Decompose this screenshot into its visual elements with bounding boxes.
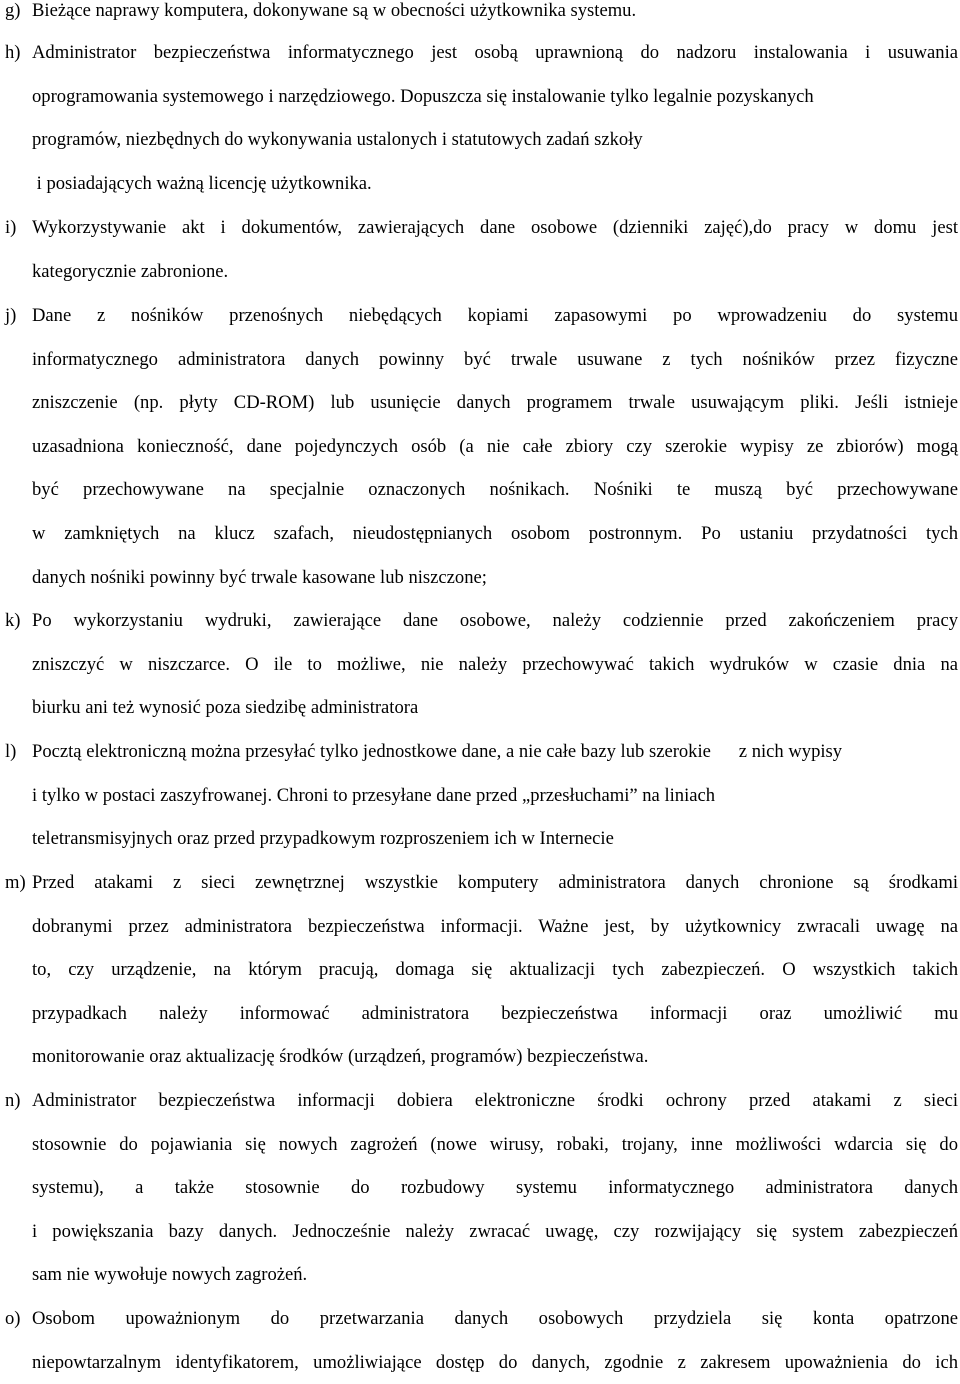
text-line: i tylko w postaci zaszyfrowanej. Chroni to przesyłane dane przed „przesłuchami” na liniach xyxy=(32,784,716,806)
list-marker: m) xyxy=(5,872,26,893)
text-line: Dane z nośników przenośnych niebędących kopiami zapasowymi po wprowadzeniu do systemu xyxy=(32,305,958,326)
text-line: zniszczyć w niszczarce. O ile to możliwe, nie należy przechowywać takich wydruków w czasie dnia na xyxy=(32,653,958,675)
text-line: Osobom upoważnionym do przetwarzania danych osobowych przydziela się konta opatrzone xyxy=(32,1308,958,1329)
list-marker: g) xyxy=(5,0,21,21)
list-marker: l) xyxy=(5,741,17,762)
list-item-h xyxy=(0,31,958,205)
list-item-i xyxy=(0,206,958,293)
list-item-n xyxy=(0,1079,958,1297)
text-line: Pocztą elektroniczną można przesyłać tylko jednostkowe dane, a nie całe bazy lub szerokie z nich wypisy xyxy=(32,741,843,762)
list-item-j xyxy=(0,294,958,599)
list-item-l xyxy=(0,730,958,861)
text-line: programów, niezbędnych do wykonywania ustalonych i statutowych zadań szkoły xyxy=(32,129,643,151)
list-item-k xyxy=(0,599,958,730)
list-item-text xyxy=(32,730,958,861)
list-marker: o) xyxy=(5,1308,21,1329)
list-marker: n) xyxy=(5,1090,21,1111)
text-line: biurku ani też wynosić poza siedzibę administratora xyxy=(32,697,419,719)
list-item-text xyxy=(32,1297,958,1384)
text-line: być przechowywane na specjalnie oznaczonych nośnikach. Nośniki te muszą być przechowywane xyxy=(32,479,958,501)
text-line: danych nośniki powinny być trwale kasowane lub niszczone; xyxy=(32,566,487,588)
text-line: Administrator bezpieczeństwa informacji dobiera elektroniczne środki ochrony przed atakami z sieci xyxy=(32,1090,958,1111)
list-marker: j) xyxy=(5,305,17,326)
list-item-text xyxy=(32,0,958,33)
list-marker: h) xyxy=(5,42,21,63)
text-line: stosownie do pojawiania się nowych zagrożeń (nowe wirusy, robaki, trojany, inne możliwości wdarcia się do xyxy=(32,1133,958,1155)
list-item-text xyxy=(32,294,958,599)
list-marker: i) xyxy=(5,217,17,238)
text-line: niepowtarzalnym identyfikatorem, umożliwiające dostęp do danych, zgodnie z zakresem upoważnienia do ich xyxy=(32,1351,958,1373)
list-item-m xyxy=(0,861,958,1079)
text-line: Przed atakami z sieci zewnętrznej wszystkie komputery administratora danych chronione są środkami xyxy=(32,872,958,893)
text-line: Po wykorzystaniu wydruki, zawierające dane osobowe, należy codziennie przed zakończeniem pracy xyxy=(32,610,958,631)
text-line: sam nie wywołuje nowych zagrożeń. xyxy=(32,1264,308,1286)
text-line: monitorowanie oraz aktualizację środków (urządzeń, programów) bezpieczeństwa. xyxy=(32,1046,649,1068)
text-line: Bieżące naprawy komputera, dokonywane są w obecności użytkownika systemu. xyxy=(32,0,637,21)
text-line: i powiększania bazy danych. Jednocześnie należy zwracać uwagę, czy rozwijający się system zabezpieczeń xyxy=(32,1220,958,1242)
text-line: Wykorzystywanie akt i dokumentów, zawierających dane osobowe (dzienniki zajęć),do pracy w domu jest xyxy=(32,217,958,238)
text-line: systemu), a także stosownie do rozbudowy systemu informatycznego administratora danych xyxy=(32,1177,958,1199)
text-line: Administrator bezpieczeństwa informatycznego jest osobą uprawnioną do nadzoru instalowania i usuwania xyxy=(32,42,958,63)
text-line: dobranymi przez administratora bezpieczeństwa informacji. Ważne jest, by użytkownicy zwracali uwagę na xyxy=(32,915,958,937)
text-line: informatycznego administratora danych powinny być trwale usuwane z tych nośników przez fizyczne xyxy=(32,348,958,370)
list-marker: k) xyxy=(5,610,21,631)
text-line: teletransmisyjnych oraz przed przypadkowym rozproszeniem ich w Internecie xyxy=(32,828,614,850)
text-line: w zamkniętych na klucz szafach, nieudostępnianych osobom postronnym. Po ustaniu przydatności tych xyxy=(32,522,958,544)
list-item-text xyxy=(32,31,958,205)
list-item-o xyxy=(0,1297,958,1384)
list-item-text xyxy=(32,1079,958,1297)
text-line: i posiadających ważną licencję użytkownika. xyxy=(32,172,372,194)
list-item-text xyxy=(32,206,958,293)
list-item-text xyxy=(32,599,958,730)
text-line: kategorycznie zabronione. xyxy=(32,260,229,282)
text-line: oprogramowania systemowego i narzędziowego. Dopuszcza się instalowanie tylko legalnie pozyskanych xyxy=(32,85,814,107)
text-line: to, czy urządzenie, na którym pracują, domaga się aktualizacji tych zabezpieczeń. O wszystkich takich xyxy=(32,959,958,981)
list-item-text xyxy=(32,861,958,1079)
text-line: zniszczenie (np. płyty CD-ROM) lub usunięcie danych programem trwale usuwającym pliki. Jeśli istnieje xyxy=(32,392,958,414)
text-line: uzasadniona konieczność, dane pojedynczych osób (a nie całe zbiory czy szerokie wypisy ze zbiorów) mogą xyxy=(32,435,958,457)
list-item-g xyxy=(0,0,958,33)
text-line: przypadkach należy informować administratora bezpieczeństwa informacji oraz umożliwić mu xyxy=(32,1002,958,1024)
